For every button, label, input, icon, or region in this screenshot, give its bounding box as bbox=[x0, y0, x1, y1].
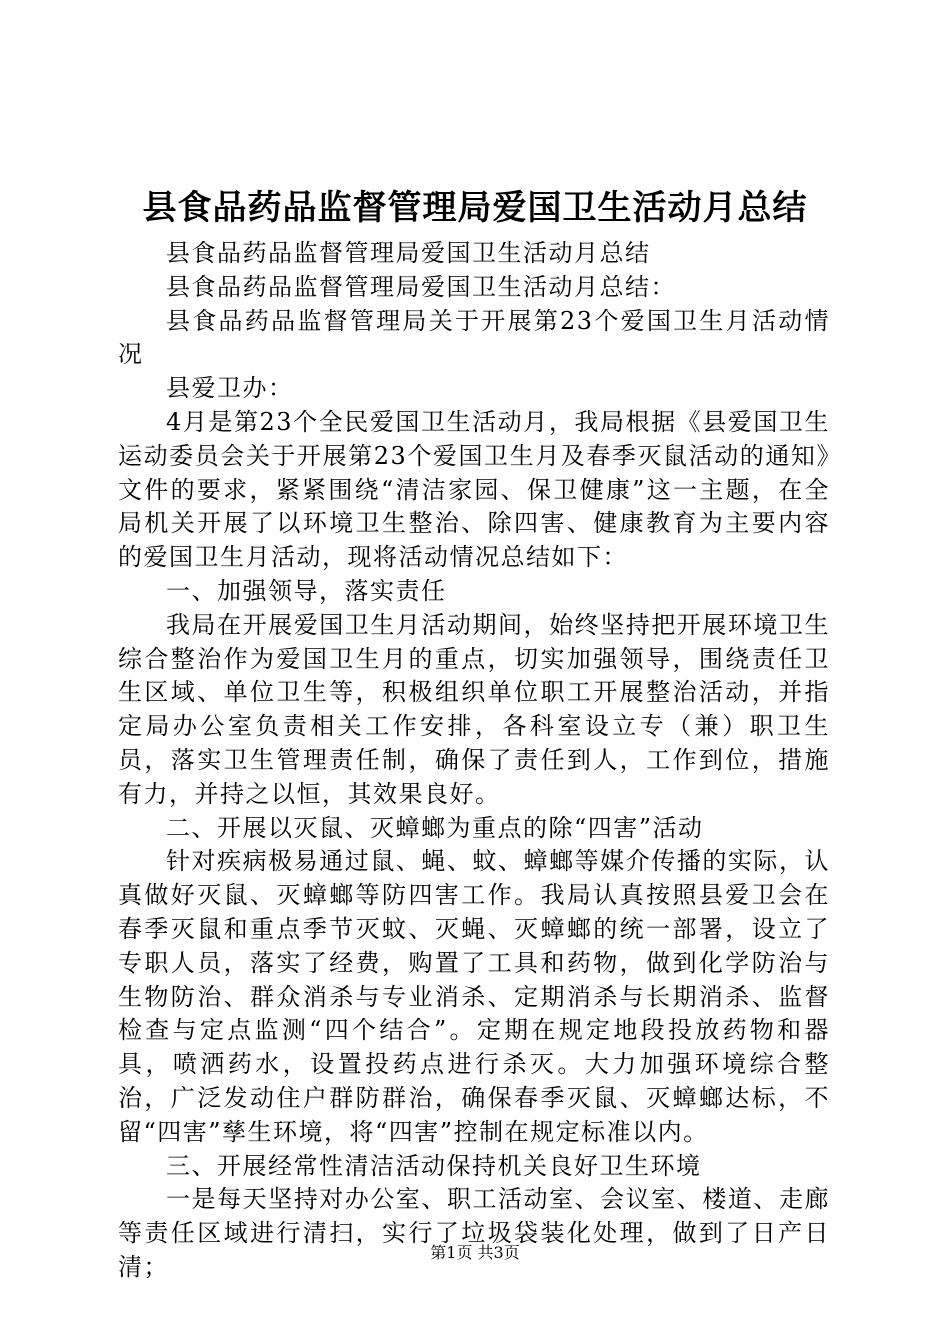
document-title: 县食品药品监督管理局爱国卫生活动月总结 bbox=[142, 188, 808, 228]
paragraph-section-2: 针对疾病极易通过鼠、蝇、蚊、蟑螂等媒介传播的实际，认真做好灭鼠、灭蟑螂等防四害工作。我局认真按照县爱卫会在春季灭鼠和重点季节灭蚊、灭蝇、灭蟑螂的统一部署，设立了专职人员，落实了经费，购置了工具和药物，做到化学防治与生物防治、群众消杀与专业消杀、定期消杀与长期消杀、监督检查与定点监测“四个结合”。定期在规定地段投放药物和器具，喷洒药水，设置投药点进行杀灭。大力加强环境综合整治，广泛发动住户群防群治，确保春季灭鼠、灭蟑螂达标，不留“四害”孳生环境，将“四害”控制在规定标准以内。 bbox=[118, 847, 830, 1146]
section-heading-1: 一、加强领导，落实责任 bbox=[166, 576, 447, 605]
section-heading-3: 三、开展经常性清洁活动保持机关良好卫生环境 bbox=[166, 1151, 702, 1180]
paragraph-section-1: 我局在开展爱国卫生月活动期间，始终坚持把开展环境卫生综合整治作为爱国卫生月的重点，切实加强领导，围绕责任卫生区域、单位卫生等，积极组织单位职工开展整治活动，并指定局办公室负责相关工作安排，各科室设立专（兼）职卫生员，落实卫生管理责任制，确保了责任到人，工作到位，措施有力，并持之以恒，其效果良好。 bbox=[118, 610, 830, 808]
paragraph-report-title: 县食品药品监督管理局关于开展第23个爱国卫生月活动情况 bbox=[118, 306, 830, 369]
paragraph-section-3: 一是每天坚持对办公室、职工活动室、会议室、楼道、走廊等责任区域进行清扫，实行了垃圾袋装化处理，做到了日产日清； bbox=[118, 1185, 830, 1281]
paragraph-subtitle-colon: 县食品药品监督管理局爱国卫生活动月总结： bbox=[166, 272, 676, 301]
paragraph-subtitle: 县食品药品监督管理局爱国卫生活动月总结 bbox=[166, 239, 651, 267]
document-body bbox=[118, 237, 830, 1285]
page-footer: 第1页 共3页 bbox=[430, 1243, 520, 1262]
section-heading-2: 二、开展以灭鼠、灭蟑螂为重点的除“四害”活动 bbox=[166, 813, 704, 842]
paragraph-addressee: 县爱卫办： bbox=[166, 374, 294, 403]
paragraph-intro: 4月是第23个全民爱国卫生活动月，我局根据《县爱国卫生运动委员会关于开展第23个爱国卫生月及春季灭鼠活动的通知》文件的要求，紧紧围绕“清洁家园、保卫健康”这一主题，在全局机关开展了以环境卫生整治、除四害、健康教育为主要内容的爱国卫生月活动，现将活动情况总结如下： bbox=[118, 407, 830, 572]
